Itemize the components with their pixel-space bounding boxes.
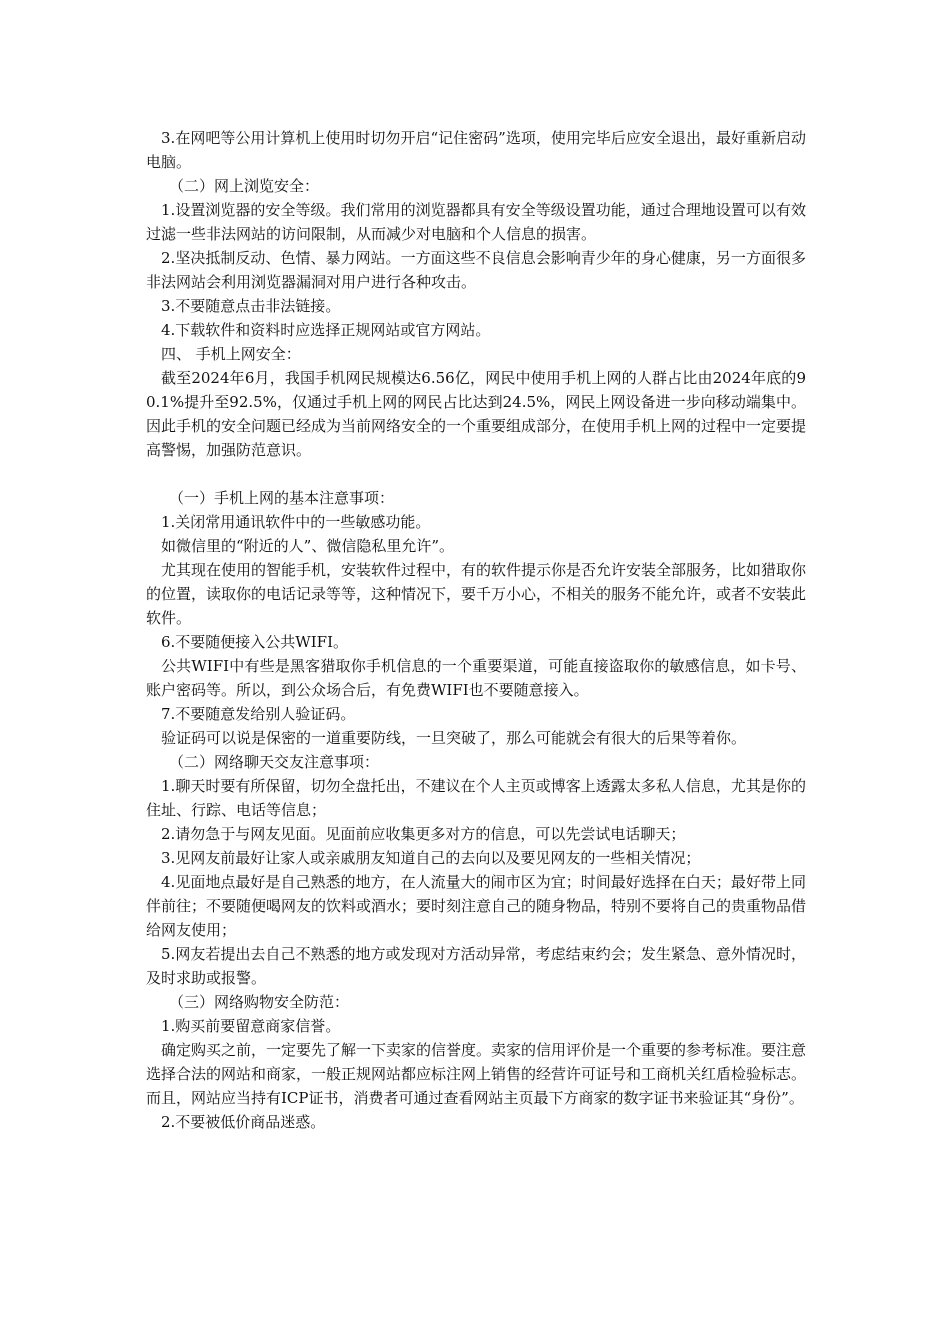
- section-heading: （一）手机上网的基本注意事项：: [169, 489, 395, 507]
- document-body: [146, 126, 806, 1134]
- paragraph: 7.不要随意发给别人验证码。: [161, 705, 356, 723]
- paragraph: 3.在网吧等公用计算机上使用时切勿开启“记住密码”选项，使用完毕后应安全退出，最好重新启动电脑。: [146, 129, 806, 171]
- chapter-heading: 四、 手机上网安全：: [161, 345, 301, 363]
- paragraph: 1.设置浏览器的安全等级。我们常用的浏览器都具有安全等级设置功能，通过合理地设置可以有效过滤一些非法网站的访问限制，从而减少对电脑和个人信息的损害。: [146, 201, 806, 243]
- paragraph: 2.不要被低价商品迷惑。: [161, 1113, 326, 1131]
- paragraph: 确定购买之前，一定要先了解一下卖家的信誉度。卖家的信用评价是一个重要的参考标准。要注意选择合法的网站和商家，一般正规网站都应标注网上销售的经营许可证号和工商机关红盾检验标志。而且，网站应当持有ICP证书，消费者可通过查看网站主页最下方商家的数字证书来验证其“身份”。: [146, 1041, 807, 1107]
- paragraph: 截至2024年6月，我国手机网民规模达6.56亿，网民中使用手机上网的人群占比由2024年底的90.1%提升至92.5%，仅通过手机上网的网民占比达到24.5%，网民上网设备进一步向移动端集中。因此手机的安全问题已经成为当前网络安全的一个重要组成部分，在使用手机上网的过程中一定要提高警惕，加强防范意识。: [146, 369, 807, 459]
- paragraph: 1.关闭常用通讯软件中的一些敏感功能。: [161, 513, 431, 531]
- paragraph: 2.坚决抵制反动、色情、暴力网站。一方面这些不良信息会影响青少年的身心健康，另一方面很多非法网站会利用浏览器漏洞对用户进行各种攻击。: [146, 249, 806, 291]
- paragraph: 如微信里的“附近的人”、微信隐私里允许”。: [161, 537, 455, 555]
- paragraph: 3.不要随意点击非法链接。: [161, 297, 341, 315]
- paragraph: 6.不要随便接入公共WIFI。: [161, 633, 348, 651]
- paragraph: 4.见面地点最好是自己熟悉的地方，在人流量大的闹市区为宜；时间最好选择在白天；最好带上同伴前往；不要随便喝网友的饮料或酒水；要时刻注意自己的随身物品，特别不要将自己的贵重物品借给网友使用；: [146, 873, 807, 939]
- section-heading: （二）网络聊天交友注意事项：: [169, 753, 380, 771]
- section-heading: （二）网上浏览安全：: [169, 177, 320, 195]
- paragraph: 公共WIFI中有些是黑客猎取你手机信息的一个重要渠道，可能直接盗取你的敏感信息，如卡号、账户密码等。所以，到公众场合后，有免费WIFI也不要随意接入。: [146, 657, 806, 699]
- paragraph: 1.购买前要留意商家信誉。: [161, 1017, 341, 1035]
- paragraph: 验证码可以说是保密的一道重要防线，一旦突破了，那么可能就会有很大的后果等着你。: [161, 729, 747, 747]
- section-heading: （三）网络购物安全防范：: [169, 993, 350, 1011]
- paragraph: 2.请勿急于与网友见面。见面前应收集更多对方的信息，可以先尝试电话聊天；: [161, 825, 686, 843]
- paragraph: 1.聊天时要有所保留，切勿全盘托出，不建议在个人主页或博客上透露太多私人信息，尤其是你的住址、行踪、电话等信息；: [146, 777, 806, 819]
- paragraph: 4.下载软件和资料时应选择正规网站或官方网站。: [161, 321, 491, 339]
- paragraph: 尤其现在使用的智能手机，安装软件过程中，有的软件提示你是否允许安装全部服务，比如猎取你的位置，读取你的电话记录等等，这种情况下，要千万小心，不相关的服务不能允许，或者不安装此软件。: [146, 561, 807, 627]
- blank-line: [146, 462, 806, 486]
- paragraph: 5.网友若提出去自己不熟悉的地方或发现对方活动异常，考虑结束约会；发生紧急、意外情况时，及时求助或报警。: [146, 945, 806, 987]
- paragraph: 3.见网友前最好让家人或亲戚朋友知道自己的去向以及要见网友的一些相关情况；: [161, 849, 701, 867]
